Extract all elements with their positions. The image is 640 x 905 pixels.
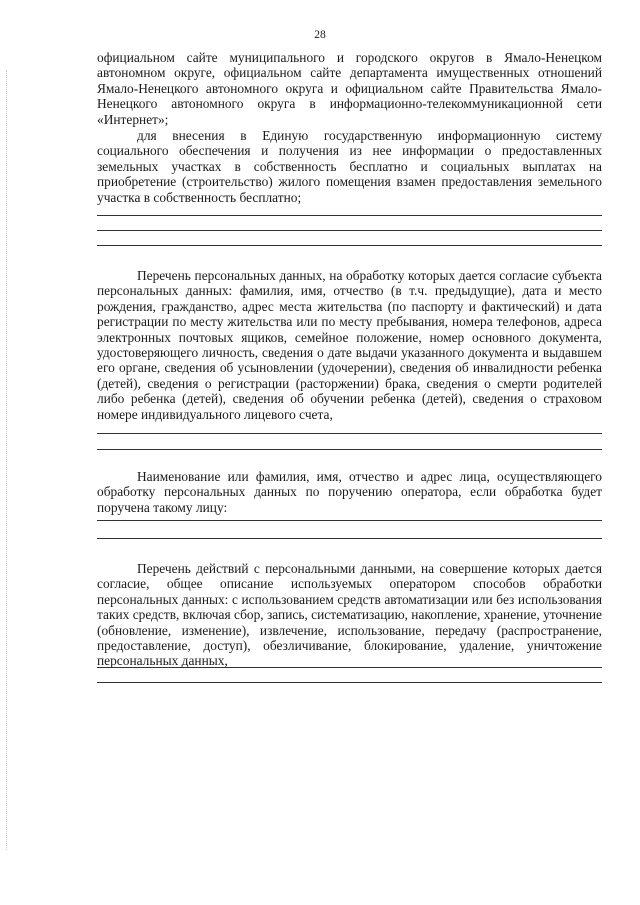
paragraph-processor-name (97, 469, 602, 515)
paragraph-publication-sites (97, 50, 602, 127)
page-number: 28 (314, 29, 326, 41)
paragraph-text: Наименование или фамилия, имя, отчество и адрес лица, осуществляющего обработку персональных данных по поручению оператора, если обработка будет поручена такому лицу: (97, 469, 602, 515)
scan-edge-marks (6, 70, 9, 850)
blank-fill-line[interactable] (97, 449, 602, 450)
paragraph-text: для внесения в Единую государственную информационную систему социального обеспечения и получения из нее информации о предоставленных земельных участках в собственность бесплатно и социальных выплатах на приобретение (строительство) жилого помещения взамен предоставления земельного участка в собственность бесплатно; (97, 128, 602, 205)
paragraph-text: официальном сайте муниципального и городского округов в Ямало-Ненецком автономном округе, официальном сайте департамента имущественных отношений Ямало-Ненецкого автономного округа и официальном сайте Правительства Ямало-Ненецкого автономного округа в информационно-телекоммуникационной сети «Интернет»; (97, 50, 602, 127)
blank-fill-line[interactable] (97, 433, 602, 434)
paragraph-personal-data-list (97, 268, 602, 422)
blank-fill-line[interactable] (97, 215, 602, 216)
blank-fill-line[interactable] (97, 667, 602, 668)
paragraph-text: Перечень действий с персональными данными, на совершение которых дается согласие, общее описание используемых оператором способов обработки персональных данных: с использованием средств автоматизации или без использования таких средств, включая сбор, запись, систематизацию, накопление, хранение, уточнение (обновление, изменение), извлечение, использование, передачу (распространение, предоставление, доступ), обезличивание, блокирование, удаление, уничтожение персональных данных, (97, 561, 602, 669)
paragraph-egisso-purpose (97, 128, 602, 205)
blank-fill-line[interactable] (97, 538, 602, 539)
blank-fill-line[interactable] (97, 520, 602, 521)
blank-fill-line[interactable] (97, 230, 602, 231)
paragraph-actions-list (97, 561, 602, 669)
blank-fill-line[interactable] (97, 682, 602, 683)
blank-fill-line[interactable] (97, 245, 602, 246)
paragraph-text: Перечень персональных данных, на обработку которых дается согласие субъекта персональных данных: фамилия, имя, отчество (в т.ч. предыдущие), дата и место рождения, гражданство, адрес места жительства (по паспорту и фактический) и дата регистрации по месту жительства или по месту пребывания, номера телефонов, адреса электронных почтовых ящиков, семейное положение, номер основного документа, удостоверяющего личность, сведения о дате выдачи указанного документа и выдавшем его органе, сведения об усыновлении (удочерении), сведения об инвалидности ребенка (детей), сведения о регистрации (расторжении) брака, сведения о смерти родителей либо ребенка (детей), сведения об обучении ребенка (детей), сведения о страховом номере индивидуального лицевого счета, (97, 268, 602, 422)
